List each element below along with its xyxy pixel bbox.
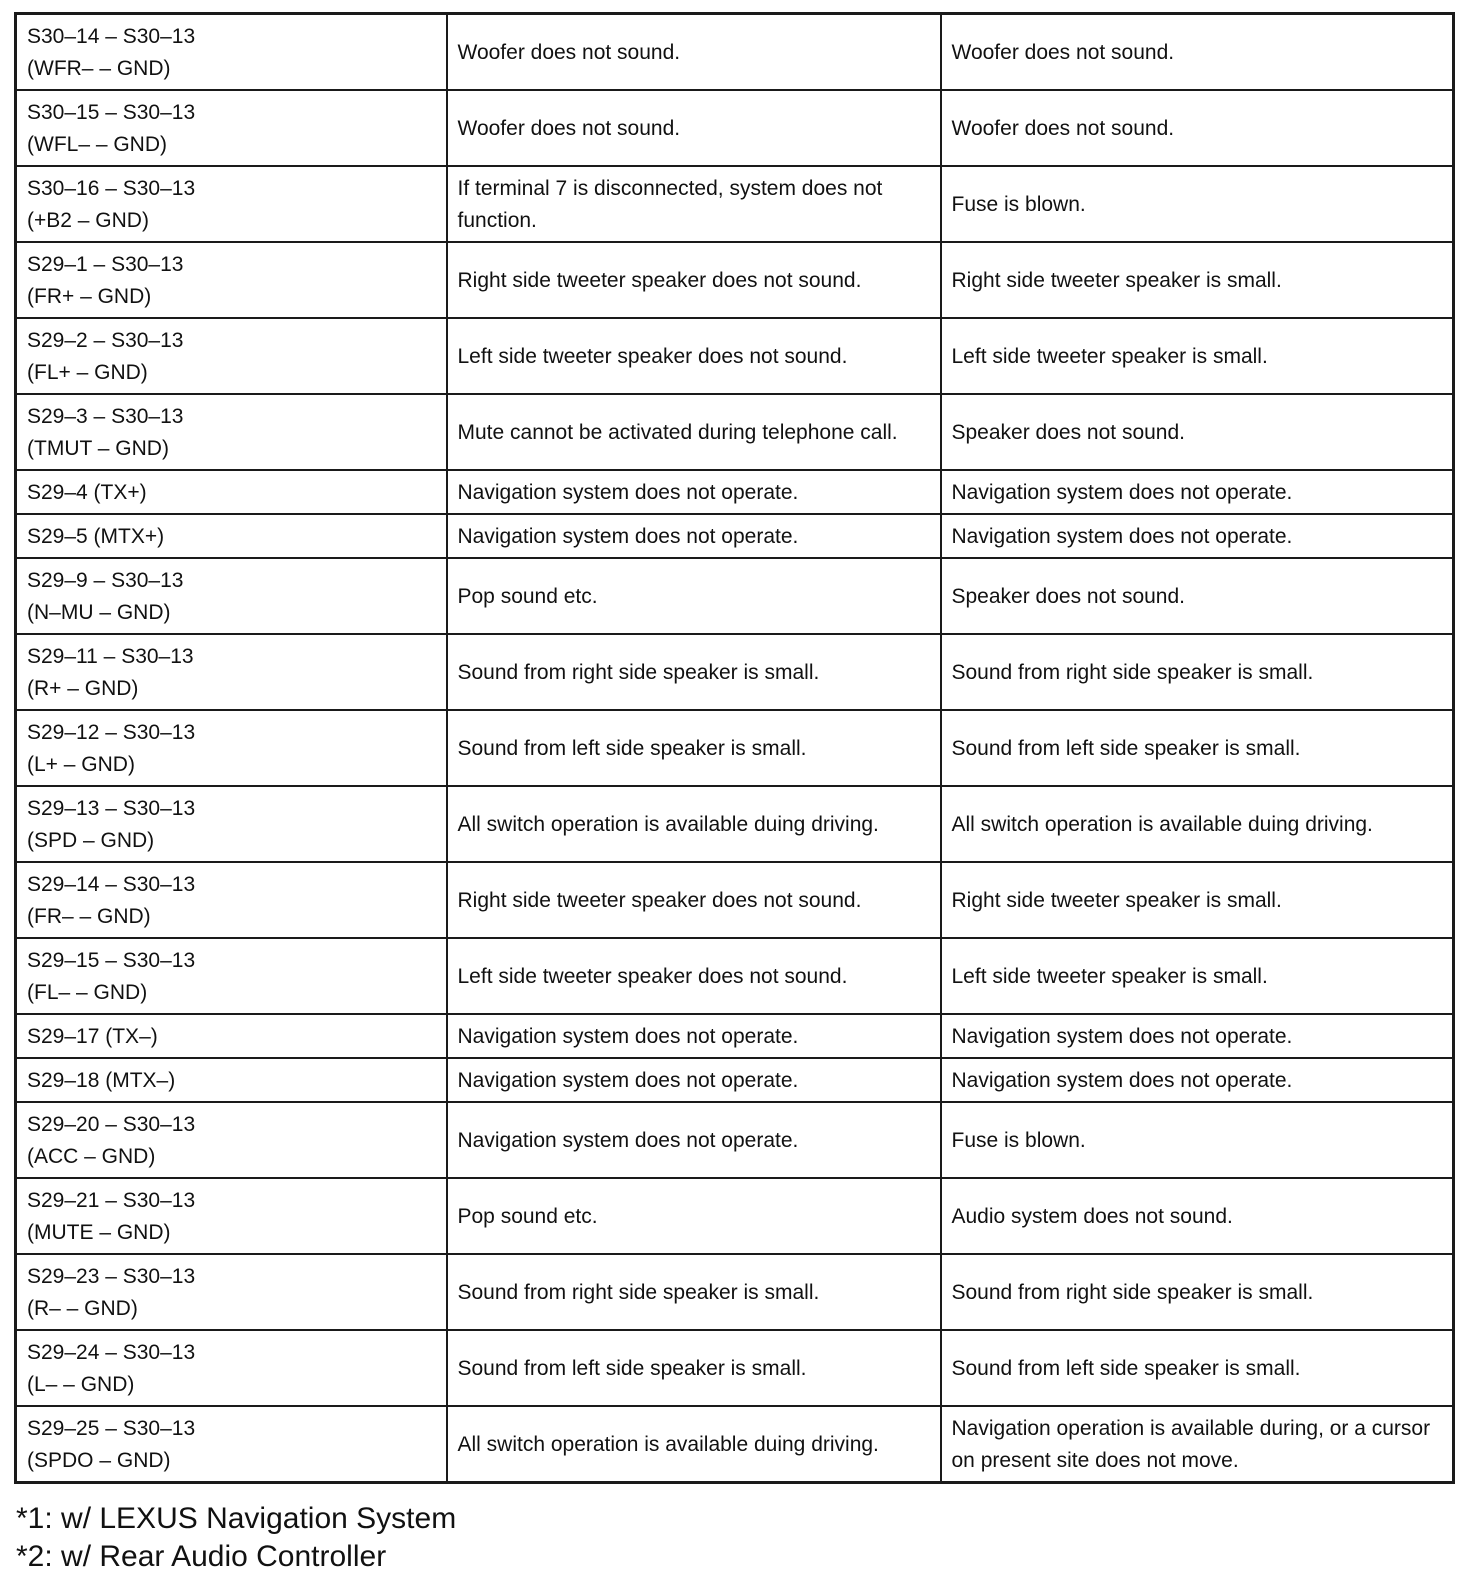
terminal-cell (16, 90, 447, 166)
terminal-cell (16, 318, 447, 394)
terminal-cell (16, 558, 447, 634)
terminal-cell (16, 1058, 447, 1102)
table-row (16, 1058, 1454, 1102)
terminal-line: (SPDO – GND) (27, 1449, 171, 1472)
footnote-1: *1: w/ LEXUS Navigation System (16, 1502, 457, 1535)
table-body (16, 14, 1454, 1483)
terminal-cell (16, 394, 447, 470)
symptom-2-cell: Navigation system does not operate. (941, 470, 1454, 514)
terminal-line: S29–12 – S30–13 (27, 721, 196, 744)
terminal-line: (WFR– – GND) (27, 57, 171, 80)
table-row (16, 710, 1454, 786)
symptom-2-cell: Left side tweeter speaker is small. (941, 938, 1454, 1014)
table-row (16, 514, 1454, 558)
symptom-1-cell: If terminal 7 is disconnected, system does not function. (447, 166, 941, 242)
table-row (16, 394, 1454, 470)
terminal-line: S30–15 – S30–13 (27, 101, 196, 124)
terminal-line: (L+ – GND) (27, 753, 135, 776)
symptom-1-cell: Navigation system does not operate. (447, 1058, 941, 1102)
symptom-1-cell: Sound from right side speaker is small. (447, 1254, 941, 1330)
table-row (16, 1406, 1454, 1483)
terminal-line: S29–14 – S30–13 (27, 873, 196, 896)
symptom-1-cell: Navigation system does not operate. (447, 470, 941, 514)
symptom-2-cell: Woofer does not sound. (941, 90, 1454, 166)
table-row (16, 634, 1454, 710)
terminal-line: S29–2 – S30–13 (27, 329, 184, 352)
terminal-line: S29–25 – S30–13 (27, 1417, 196, 1440)
terminal-line: (TMUT – GND) (27, 437, 169, 460)
terminal-line: (+B2 – GND) (27, 209, 149, 232)
terminal-line: S29–24 – S30–13 (27, 1341, 196, 1364)
table-row (16, 90, 1454, 166)
terminal-line: S29–5 (MTX+) (27, 525, 165, 548)
terminal-line: (N–MU – GND) (27, 601, 171, 624)
symptom-2-cell: Sound from right side speaker is small. (941, 634, 1454, 710)
terminal-line: (WFL– – GND) (27, 133, 168, 156)
footnotes (16, 1500, 456, 1576)
terminal-line: S29–23 – S30–13 (27, 1265, 196, 1288)
footnote-2: *2: w/ Rear Audio Controller (16, 1540, 387, 1573)
symptom-1-cell: All switch operation is available duing driving. (447, 786, 941, 862)
terminal-cell (16, 1254, 447, 1330)
symptom-1-cell: Woofer does not sound. (447, 90, 941, 166)
terminal-cell (16, 1330, 447, 1406)
symptom-2-cell: Audio system does not sound. (941, 1178, 1454, 1254)
terminal-cell (16, 1406, 447, 1483)
symptom-1-cell: Woofer does not sound. (447, 14, 941, 91)
symptom-1-cell: Sound from left side speaker is small. (447, 710, 941, 786)
terminal-line: S30–14 – S30–13 (27, 25, 196, 48)
terminal-line: (R+ – GND) (27, 677, 139, 700)
symptom-2-cell: Left side tweeter speaker is small. (941, 318, 1454, 394)
symptom-1-cell: Navigation system does not operate. (447, 514, 941, 558)
terminal-line: (R– – GND) (27, 1297, 138, 1320)
table-row (16, 1330, 1454, 1406)
symptom-1-cell: Sound from left side speaker is small. (447, 1330, 941, 1406)
symptom-2-cell: Speaker does not sound. (941, 558, 1454, 634)
symptom-2-cell: Navigation system does not operate. (941, 1014, 1454, 1058)
table-row (16, 786, 1454, 862)
symptom-1-cell: All switch operation is available duing driving. (447, 1406, 941, 1483)
symptom-2-cell: Right side tweeter speaker is small. (941, 242, 1454, 318)
symptom-1-cell: Mute cannot be activated during telephone call. (447, 394, 941, 470)
table-row (16, 862, 1454, 938)
symptom-2-cell: Fuse is blown. (941, 1102, 1454, 1178)
terminal-cell (16, 14, 447, 91)
terminal-line: S29–15 – S30–13 (27, 949, 196, 972)
table-row (16, 1254, 1454, 1330)
terminal-cell (16, 786, 447, 862)
terminal-line: S29–21 – S30–13 (27, 1189, 196, 1212)
symptom-2-cell: Speaker does not sound. (941, 394, 1454, 470)
terminal-check-table (14, 12, 1455, 1484)
table-row (16, 318, 1454, 394)
table-row (16, 938, 1454, 1014)
symptom-2-cell: Right side tweeter speaker is small. (941, 862, 1454, 938)
table-row (16, 242, 1454, 318)
terminal-line: S29–3 – S30–13 (27, 405, 184, 428)
symptom-1-cell: Right side tweeter speaker does not sound. (447, 242, 941, 318)
terminal-line: S29–4 (TX+) (27, 481, 147, 504)
symptom-1-cell: Sound from right side speaker is small. (447, 634, 941, 710)
symptom-1-cell: Pop sound etc. (447, 1178, 941, 1254)
terminal-cell (16, 1014, 447, 1058)
terminal-cell (16, 634, 447, 710)
terminal-line: (ACC – GND) (27, 1145, 156, 1168)
terminal-line: S29–11 – S30–13 (27, 645, 194, 668)
table-row (16, 166, 1454, 242)
terminal-line: S29–18 (MTX–) (27, 1069, 176, 1092)
terminal-line: S29–9 – S30–13 (27, 569, 184, 592)
symptom-2-cell: Navigation system does not operate. (941, 1058, 1454, 1102)
symptom-2-cell: Sound from right side speaker is small. (941, 1254, 1454, 1330)
terminal-line: S29–20 – S30–13 (27, 1113, 196, 1136)
table-row (16, 1178, 1454, 1254)
terminal-cell (16, 514, 447, 558)
table-row (16, 14, 1454, 91)
symptom-2-cell: Navigation operation is available during, or a cursor on present site does not move. (941, 1406, 1454, 1483)
terminal-cell (16, 1102, 447, 1178)
terminal-line: (FR– – GND) (27, 905, 151, 928)
symptom-1-cell: Navigation system does not operate. (447, 1102, 941, 1178)
terminal-line: S29–13 – S30–13 (27, 797, 196, 820)
terminal-cell (16, 470, 447, 514)
terminal-line: (SPD – GND) (27, 829, 155, 852)
terminal-line: (MUTE – GND) (27, 1221, 171, 1244)
symptom-2-cell: All switch operation is available duing driving. (941, 786, 1454, 862)
symptom-2-cell: Fuse is blown. (941, 166, 1454, 242)
symptom-1-cell: Left side tweeter speaker does not sound. (447, 318, 941, 394)
symptom-2-cell: Sound from left side speaker is small. (941, 1330, 1454, 1406)
table-row (16, 1102, 1454, 1178)
symptom-1-cell: Left side tweeter speaker does not sound. (447, 938, 941, 1014)
table-row (16, 1014, 1454, 1058)
symptom-1-cell: Right side tweeter speaker does not sound. (447, 862, 941, 938)
symptom-2-cell: Woofer does not sound. (941, 14, 1454, 91)
terminal-line: S30–16 – S30–13 (27, 177, 196, 200)
terminal-cell (16, 938, 447, 1014)
terminal-cell (16, 862, 447, 938)
terminal-line: (L– – GND) (27, 1373, 135, 1396)
table-row (16, 558, 1454, 634)
terminal-line: (FL– – GND) (27, 981, 148, 1004)
symptom-2-cell: Navigation system does not operate. (941, 514, 1454, 558)
terminal-cell (16, 242, 447, 318)
terminal-line: S29–1 – S30–13 (27, 253, 184, 276)
terminal-cell (16, 710, 447, 786)
terminal-line: S29–17 (TX–) (27, 1025, 158, 1048)
symptom-1-cell: Pop sound etc. (447, 558, 941, 634)
terminal-cell (16, 166, 447, 242)
symptom-2-cell: Sound from left side speaker is small. (941, 710, 1454, 786)
symptom-1-cell: Navigation system does not operate. (447, 1014, 941, 1058)
terminal-cell (16, 1178, 447, 1254)
terminal-line: (FR+ – GND) (27, 285, 152, 308)
terminal-line: (FL+ – GND) (27, 361, 148, 384)
table-row (16, 470, 1454, 514)
